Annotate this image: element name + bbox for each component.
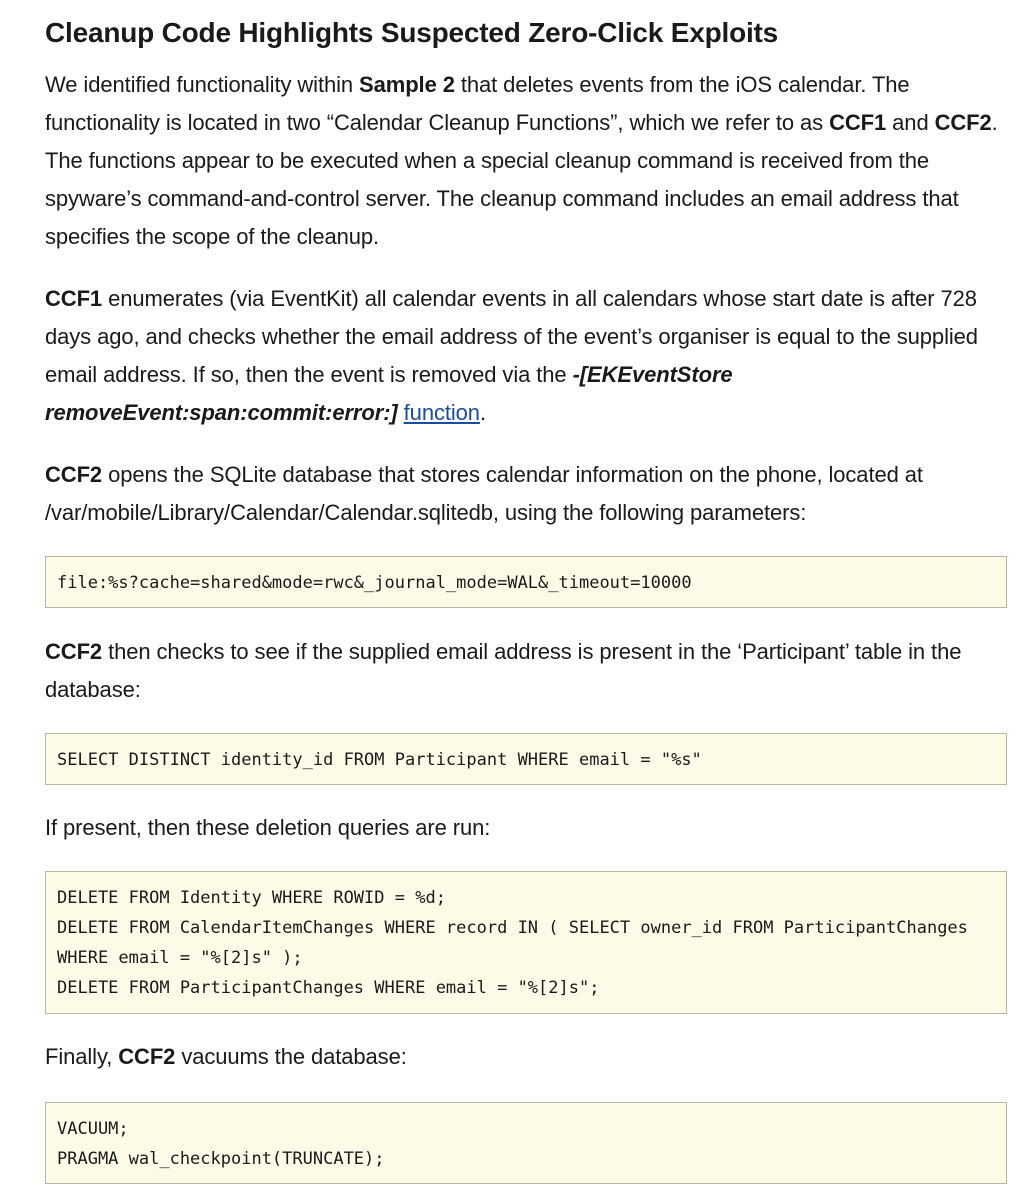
paragraph-deletion-intro: If present, then these deletion queries are run:	[45, 815, 491, 840]
text: that deletes events from the iOS calendar. The functionality is located in two “Calendar Cleanup Functions”, which we refer to as	[45, 72, 910, 135]
article	[45, 0, 1007, 1184]
code-line: SELECT DISTINCT identity_id FROM Participant WHERE email = "%s"	[57, 750, 702, 770]
paragraph-ccf2-check	[45, 633, 1007, 709]
code-block-vacuum	[45, 1102, 1007, 1184]
text: .	[479, 400, 486, 425]
code-line: file:%s?cache=shared&mode=rwc&_journal_mode=WAL&_timeout=10000	[57, 573, 692, 593]
bold-ccf2: CCF2	[45, 462, 103, 487]
text: We identified functionality within	[45, 72, 360, 97]
text: vacuums the database:	[175, 1044, 407, 1069]
method-name: -[EKEventStore removeEvent:span:commit:error:]	[45, 362, 733, 425]
function-link[interactable]: function	[403, 400, 480, 425]
code-line: PRAGMA wal_checkpoint(TRUNCATE);	[57, 1149, 385, 1169]
text: then checks to see if the supplied email address is present in the ‘Participant’ table in the database:	[45, 639, 962, 702]
code-line: DELETE FROM Identity WHERE ROWID = %d;	[57, 888, 446, 908]
paragraph-ccf2-open	[45, 456, 1007, 532]
code-block-select-query	[45, 733, 1007, 785]
bold-ccf1: CCF1	[829, 110, 887, 135]
text: and	[886, 110, 935, 135]
paragraph-ccf1	[45, 280, 1007, 432]
bold-ccf2: CCF2	[118, 1044, 176, 1069]
code-line: DELETE FROM ParticipantChanges WHERE email = "%[2]s";	[57, 978, 600, 998]
text: opens the SQLite database that stores calendar information on the phone, located at /var/mobile/Library/Calendar/Calendar.sqlitedb, using the following parameters:	[45, 462, 923, 525]
text: enumerates (via EventKit) all calendar events in all calendars whose start date is after 728 days ago, and checks whether the email address of the event’s organiser is equal to the supplied email address. If so, then the event is removed via the	[45, 286, 978, 387]
text: . The functions appear to be executed when a special cleanup command is received from the spyware’s command-and-control server. The cleanup command includes an email address that specifies the scope of the cleanup.	[45, 110, 998, 249]
code-line: VACUUM;	[57, 1119, 129, 1139]
paragraph-intro	[45, 66, 1007, 256]
bold-ccf2: CCF2	[45, 639, 103, 664]
bold-ccf2: CCF2	[934, 110, 992, 135]
bold-ccf1: CCF1	[45, 286, 103, 311]
section-heading: Cleanup Code Highlights Suspected Zero-Click Exploits	[45, 17, 779, 48]
text: Finally,	[45, 1044, 119, 1069]
bold-sample-2: Sample 2	[359, 72, 455, 97]
code-line: DELETE FROM CalendarItemChanges WHERE record IN ( SELECT owner_id FROM ParticipantChanges WHERE email = "%[2]s" );	[57, 918, 979, 968]
paragraph-vacuum	[45, 1038, 1007, 1076]
code-block-delete-queries	[45, 871, 1007, 1014]
code-block-sqlite-params	[45, 556, 1007, 608]
